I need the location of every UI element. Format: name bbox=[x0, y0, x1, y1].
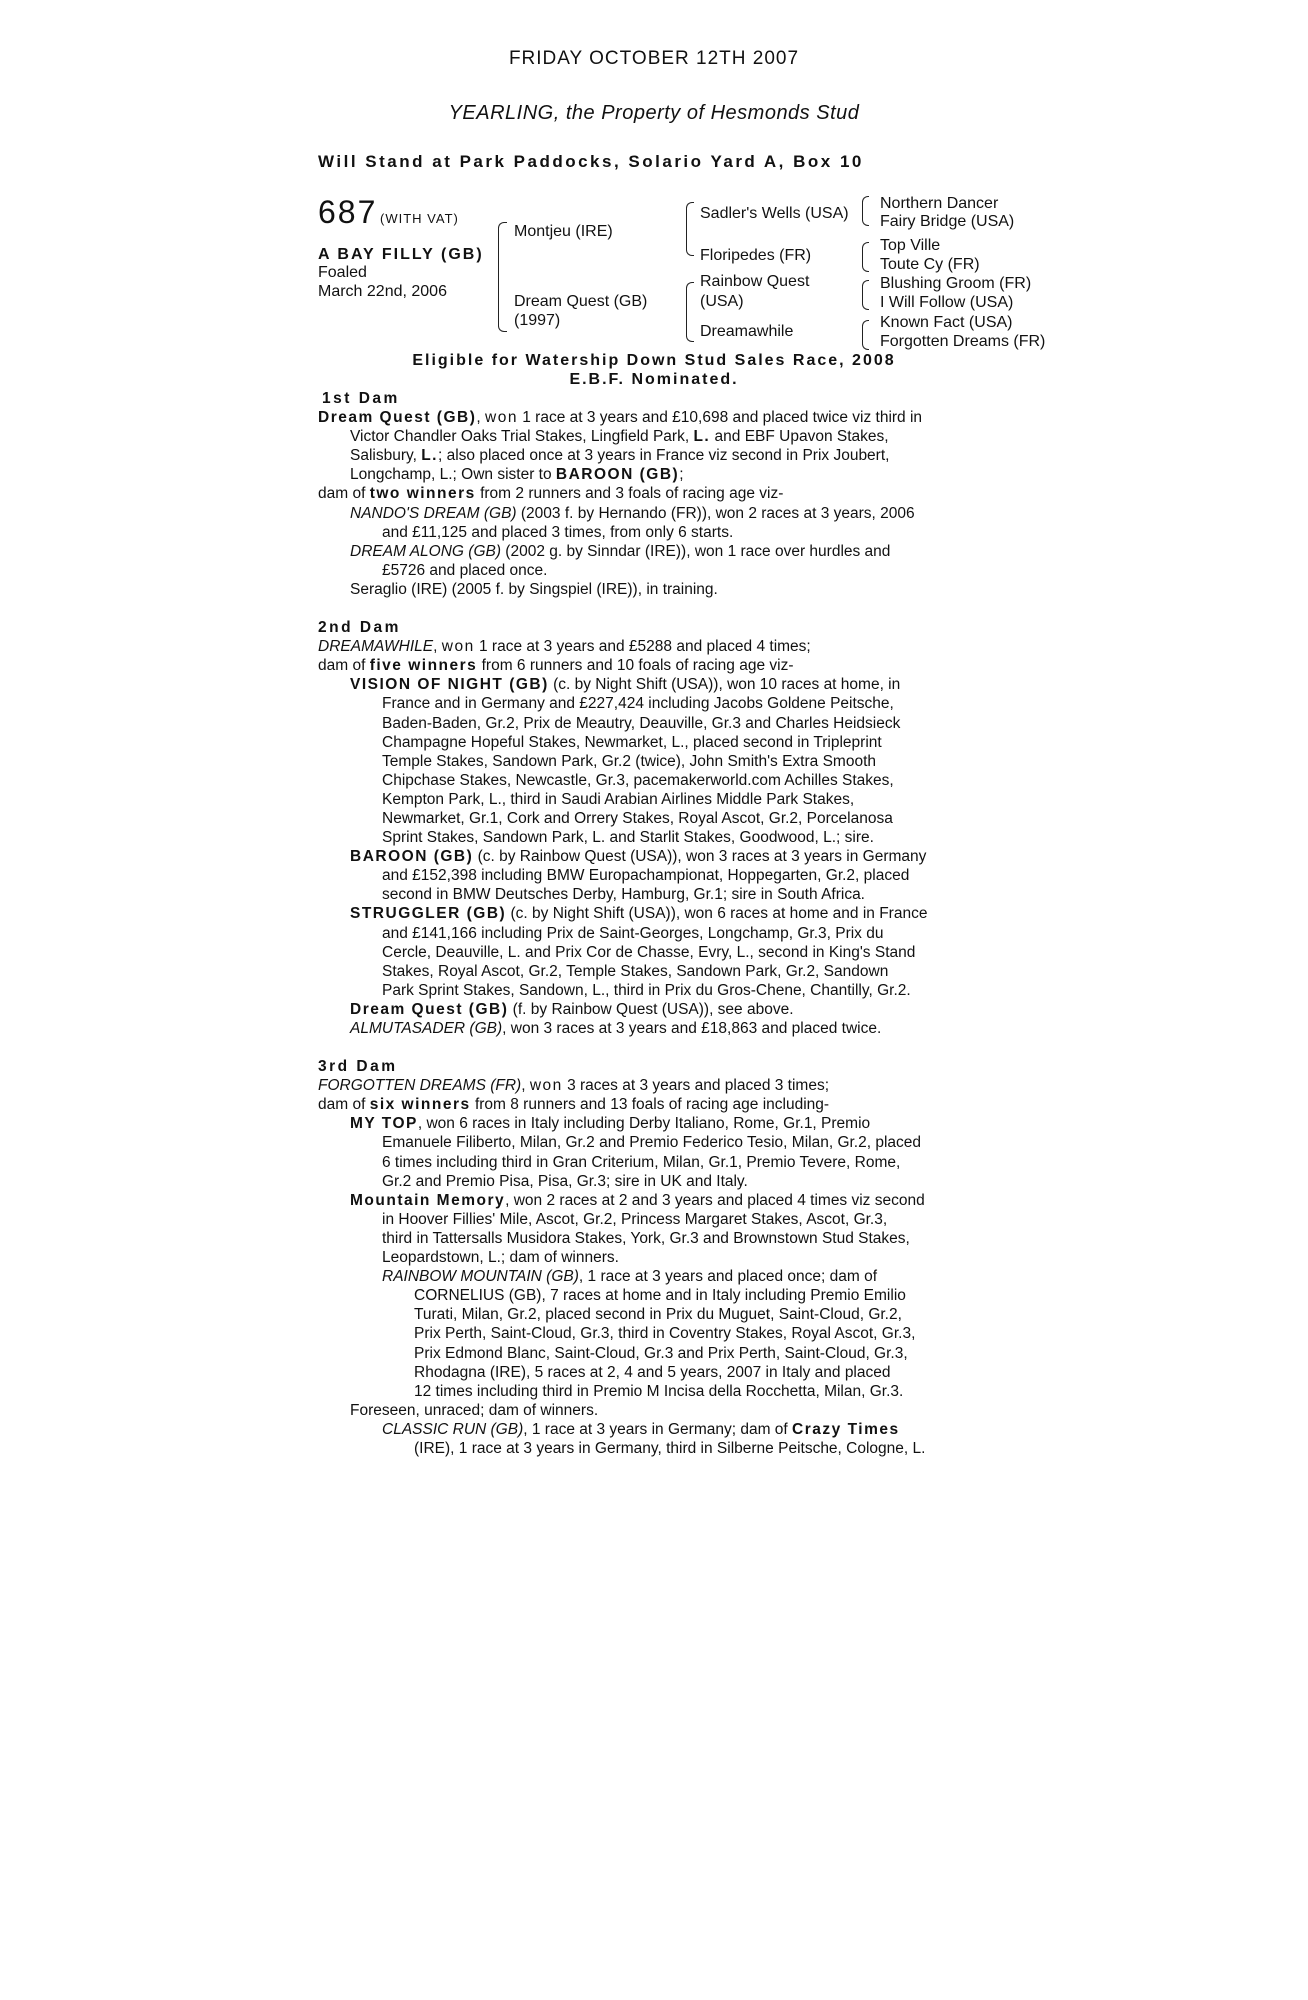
won-word: won bbox=[485, 409, 518, 427]
produce-rainbow-mountain-cont: Turati, Milan, Gr.2, placed second in Prix du Muguet, Saint-Cloud, Gr.2, bbox=[414, 1306, 902, 1324]
first-dam-name: Dream Quest (GB) bbox=[318, 409, 477, 427]
pedigree-brace-main bbox=[498, 222, 507, 332]
record-text: , won 6 races in Italy including Derby Italiano, Rome, Gr.1, Premio bbox=[417, 1115, 871, 1133]
horse-name: STRUGGLER (GB) bbox=[350, 905, 507, 923]
lot-number: 687 bbox=[318, 194, 378, 230]
produce-rainbow-mountain-cont: Rhodagna (IRE), 5 races at 2, 4 and 5 years, 2007 in Italy and placed bbox=[414, 1363, 891, 1381]
pedigree-dss: Blushing Groom (FR) bbox=[880, 275, 1032, 292]
pedigree-dsd: I Will Follow (USA) bbox=[880, 294, 1014, 311]
horse-name: ALMUTASADER (GB) bbox=[350, 1020, 503, 1037]
produce-vision-cont: Newmarket, Gr.1, Cork and Orrery Stakes, Royal Ascot, Gr.2, Porcelanosa bbox=[382, 809, 893, 827]
stand-location: Will Stand at Park Paddocks, Solario Yard A, Box 10 bbox=[318, 152, 864, 171]
produce-my-top-cont: 6 times including third in Gran Criterium, Milan, Gr.1, Premio Tevere, Rome, bbox=[382, 1153, 901, 1171]
produce-struggler bbox=[318, 904, 1008, 923]
winners-count: six winners bbox=[369, 1096, 471, 1114]
record-text: (2003 f. by Hernando (FR)), won 2 races at 3 years, 2006 bbox=[516, 504, 915, 522]
pedigree-sire-dam: Floripedes (FR) bbox=[700, 247, 812, 264]
foaled-label: Foaled bbox=[318, 264, 367, 281]
produce-classic-run-cont: (IRE), 1 race at 3 years in Germany, third in Silberne Peitsche, Cologne, L. bbox=[414, 1439, 926, 1457]
listed-marker: L. bbox=[693, 428, 711, 446]
pedigree-sdd: Toute Cy (FR) bbox=[880, 256, 980, 273]
produce-my-top bbox=[318, 1114, 1008, 1133]
record-text: and EBF Upavon Stakes, bbox=[710, 428, 889, 446]
produce-rainbow-mountain-cont: Prix Perth, Saint-Cloud, Gr.3, third in Coventry Stakes, Royal Ascot, Gr.3, bbox=[414, 1325, 916, 1343]
won-word: won bbox=[529, 1077, 563, 1095]
second-dam-produce-line bbox=[318, 656, 1008, 675]
record-text: 3 races at 3 years and placed 3 times; bbox=[562, 1077, 830, 1095]
produce-vision-cont: Temple Stakes, Sandown Park, Gr.2 (twice), John Smith's Extra Smooth bbox=[382, 752, 876, 770]
record-text: from 2 runners and 3 foals of racing age viz- bbox=[475, 485, 784, 503]
record-text: 1 race at 3 years and £5288 and placed 4 times; bbox=[474, 638, 811, 656]
sale-date: FRIDAY OCTOBER 12TH 2007 bbox=[508, 48, 800, 69]
first-dam-produce-line bbox=[318, 484, 1008, 503]
horse-name: CLASSIC RUN (GB) bbox=[382, 1420, 524, 1438]
produce-baroon bbox=[318, 847, 1008, 866]
pedigree-sire-sire: Sadler's Wells (USA) bbox=[700, 205, 849, 222]
record-text: (c. by Night Shift (USA)), won 6 races at home and in France bbox=[506, 905, 928, 923]
first-dam-line-1: Dream Quest (GB), won 1 race at 3 years and £10,698 and placed twice viz third in bbox=[318, 409, 923, 427]
first-dam-line-2 bbox=[318, 427, 1008, 446]
horse-name: Mountain Memory bbox=[350, 1191, 506, 1209]
produce-vision-cont: Champagne Hopeful Stakes, Newmarket, L., placed second in Tripleprint bbox=[382, 733, 882, 751]
horse-name: DREAM ALONG (GB) bbox=[350, 542, 501, 560]
record-text: 1 race at 3 years and £10,698 and placed twice viz third in bbox=[517, 409, 923, 427]
horse-name: NANDO'S DREAM (GB) bbox=[350, 504, 517, 522]
eligibility-line: Eligible for Watership Down Stud Sales Race, 2008 bbox=[412, 352, 896, 369]
produce-struggler-cont: Stakes, Royal Ascot, Gr.2, Temple Stakes, Sandown Park, Gr.2, Sandown bbox=[382, 962, 889, 980]
horse-name: RAINBOW MOUNTAIN (GB) bbox=[382, 1268, 579, 1286]
produce-vision-cont: France and in Germany and £227,424 including Jacobs Goldene Peitsche, bbox=[382, 695, 894, 713]
produce-struggler-cont: Cercle, Deauville, L. and Prix Cor de Chasse, Evry, L., second in King's Stand bbox=[382, 943, 916, 961]
produce-dream-quest bbox=[318, 1000, 1008, 1019]
pedigree-brace-sire bbox=[686, 202, 694, 256]
produce-my-top-cont: Gr.2 and Premio Pisa, Pisa, Gr.3; sire in UK and Italy. bbox=[382, 1172, 748, 1190]
produce-mountain-memory-cont: in Hoover Fillies' Mile, Ascot, Gr.2, Princess Margaret Stakes, Ascot, Gr.3, bbox=[382, 1210, 888, 1228]
produce-nando-cont: and £11,125 and placed 3 times, from only 6 starts. bbox=[382, 523, 734, 541]
record-text: (f. by Rainbow Quest (USA)), see above. bbox=[508, 1000, 794, 1018]
third-dam-line-1: FORGOTTEN DREAMS (FR), won 3 races at 3 years and placed 3 times; bbox=[318, 1077, 830, 1095]
produce-rainbow-mountain-cont: Prix Edmond Blanc, Saint-Cloud, Gr.3 and Prix Perth, Saint-Cloud, Gr.3, bbox=[414, 1344, 908, 1362]
dam-details bbox=[318, 389, 1008, 1458]
record-text: , won 2 races at 2 and 3 years and placed 4 times viz second bbox=[505, 1191, 925, 1209]
horse-name: BAROON (GB) bbox=[555, 466, 680, 484]
second-dam-line-1: DREAMAWHILE, won 1 race at 3 years and £5288 and placed 4 times; bbox=[318, 638, 811, 656]
produce-along-cont: £5726 and placed once. bbox=[382, 561, 548, 579]
produce-rainbow-mountain bbox=[318, 1267, 1008, 1286]
produce-vision bbox=[318, 675, 1008, 694]
produce-mountain-memory-cont: Leopardstown, L.; dam of winners. bbox=[382, 1249, 619, 1267]
vat-note: (WITH VAT) bbox=[380, 211, 459, 226]
first-dam-line-4 bbox=[318, 465, 1008, 484]
third-dam-heading: 3rd Dam bbox=[318, 1058, 398, 1076]
lot-subtitle: YEARLING, the Property of Hesmonds Stud bbox=[448, 102, 860, 124]
won-word: won bbox=[441, 638, 475, 656]
third-dam-produce-line bbox=[318, 1095, 1008, 1114]
produce-vision-cont: Kempton Park, L., third in Saudi Arabian Airlines Middle Park Stakes, bbox=[382, 790, 855, 808]
horse-name: BAROON (GB) bbox=[350, 848, 474, 866]
record-text: from 6 runners and 10 foals of racing age viz- bbox=[477, 657, 794, 675]
pedigree-sire: Montjeu (IRE) bbox=[514, 223, 613, 240]
produce-mountain-memory-cont: third in Tattersalls Musidora Stakes, York, Gr.3 and Brownstown Stud Stakes, bbox=[382, 1229, 910, 1247]
record-text: Salisbury, bbox=[350, 447, 417, 465]
winners-count: five winners bbox=[369, 657, 478, 675]
record-text: dam of bbox=[318, 1096, 370, 1114]
pedigree-ddd: Forgotten Dreams (FR) bbox=[880, 333, 1046, 350]
third-dam-name: FORGOTTEN DREAMS (FR) bbox=[318, 1077, 522, 1095]
produce-mountain-memory bbox=[318, 1191, 1008, 1210]
produce-almutasader bbox=[318, 1019, 1008, 1038]
pedigree-brace-sd bbox=[862, 242, 869, 272]
second-dam-heading: 2nd Dam bbox=[318, 619, 401, 637]
pedigree-dam-dam: Dreamawhile bbox=[700, 323, 794, 340]
produce-classic-run bbox=[318, 1420, 1008, 1439]
produce-foreseen: Foreseen, unraced; dam of winners. bbox=[350, 1401, 599, 1419]
record-text: , 1 race at 3 years in Germany; dam of bbox=[523, 1420, 793, 1438]
pedigree-brace-ds bbox=[862, 280, 869, 310]
produce-nando bbox=[318, 504, 1008, 523]
first-dam-line-3 bbox=[318, 446, 1008, 465]
horse-name: Crazy Times bbox=[792, 1420, 900, 1438]
pedigree-brace-dd bbox=[862, 320, 869, 350]
horse-name: Dream Quest (GB) bbox=[350, 1000, 509, 1018]
first-dam-heading: 1st Dam bbox=[322, 390, 400, 407]
pedigree-dam: Dream Quest (GB) bbox=[514, 293, 648, 310]
record-text: from 8 runners and 13 foals of racing age including- bbox=[470, 1096, 830, 1114]
listed-marker: L. bbox=[421, 447, 438, 465]
produce-rainbow-mountain-cont: CORNELIUS (GB), 7 races at home and in Italy including Premio Emilio bbox=[414, 1287, 906, 1305]
record-text: Longchamp, L.; Own sister to bbox=[350, 466, 556, 484]
record-text: dam of bbox=[318, 485, 370, 503]
pedigree-sds: Top Ville bbox=[880, 237, 941, 254]
section-gap bbox=[318, 1038, 1008, 1057]
record-text: , won 3 races at 3 years and £18,863 and placed twice. bbox=[502, 1020, 882, 1037]
record-text: (2002 g. by Sinndar (IRE)), won 1 race over hurdles and bbox=[501, 542, 891, 560]
record-text: dam of bbox=[318, 657, 370, 675]
second-dam-name: DREAMAWHILE bbox=[318, 638, 434, 656]
produce-my-top-cont: Emanuele Filiberto, Milan, Gr.2 and Premio Federico Tesio, Milan, Gr.2, placed bbox=[382, 1134, 922, 1152]
produce-baroon-cont: and £152,398 including BMW Europachampionat, Hoppegarten, Gr.2, placed bbox=[382, 867, 910, 885]
produce-rainbow-mountain-cont: 12 times including third in Premio M Incisa della Rocchetta, Milan, Gr.3. bbox=[414, 1382, 904, 1400]
foaled-date: March 22nd, 2006 bbox=[318, 283, 447, 300]
produce-baroon-cont: second in BMW Deutsches Derby, Hamburg, Gr.1; sire in South Africa. bbox=[382, 886, 865, 904]
record-text: (c. by Night Shift (USA)), won 10 races at home, in bbox=[548, 676, 901, 694]
ebf-nominated: E.B.F. Nominated. bbox=[569, 371, 739, 388]
punctuation: ; bbox=[679, 466, 684, 484]
horse-name: MY TOP bbox=[350, 1115, 418, 1133]
pedigree-sss: Northern Dancer bbox=[880, 195, 999, 212]
pedigree-ssd: Fairy Bridge (USA) bbox=[880, 213, 1015, 230]
produce-vision-cont: Chipchase Stakes, Newcastle, Gr.3, pacemakerworld.com Achilles Stakes, bbox=[382, 771, 894, 789]
pedigree-brace-dam bbox=[686, 282, 694, 342]
record-text: (c. by Rainbow Quest (USA)), won 3 races at 3 years in Germany bbox=[473, 848, 927, 866]
pedigree-dam-sire-country: (USA) bbox=[700, 293, 744, 310]
produce-struggler-cont: and £141,166 including Prix de Saint-Georges, Longchamp, Gr.3, Prix du bbox=[382, 924, 884, 942]
winners-count: two winners bbox=[369, 485, 476, 503]
produce-along bbox=[318, 542, 1008, 561]
section-gap bbox=[318, 599, 1008, 618]
horse-description: A BAY FILLY (GB) bbox=[318, 246, 484, 263]
record-text: ; also placed once at 3 years in France viz second in Prix Joubert, bbox=[438, 447, 890, 465]
produce-seraglio: Seraglio (IRE) (2005 f. by Singspiel (IRE)), in training. bbox=[350, 580, 718, 598]
produce-struggler-cont: Park Sprint Stakes, Sandown, L., third in Prix du Gros-Chene, Chantilly, Gr.2. bbox=[382, 981, 911, 999]
pedigree-brace-ss bbox=[862, 196, 869, 226]
record-text: Victor Chandler Oaks Trial Stakes, Lingfield Park, bbox=[350, 428, 690, 446]
horse-name: VISION OF NIGHT (GB) bbox=[350, 676, 549, 694]
produce-vision-cont: Baden-Baden, Gr.2, Prix de Meautry, Deauville, Gr.3 and Charles Heidsieck bbox=[382, 714, 901, 732]
record-text: , 1 race at 3 years and placed once; dam of bbox=[578, 1268, 878, 1286]
pedigree-dds: Known Fact (USA) bbox=[880, 314, 1013, 331]
pedigree-dam-sire: Rainbow Quest bbox=[700, 273, 810, 290]
pedigree-dam-year: (1997) bbox=[514, 312, 561, 329]
produce-vision-cont: Sprint Stakes, Sandown Park, L. and Starlit Stakes, Goodwood, L.; sire. bbox=[382, 829, 874, 847]
